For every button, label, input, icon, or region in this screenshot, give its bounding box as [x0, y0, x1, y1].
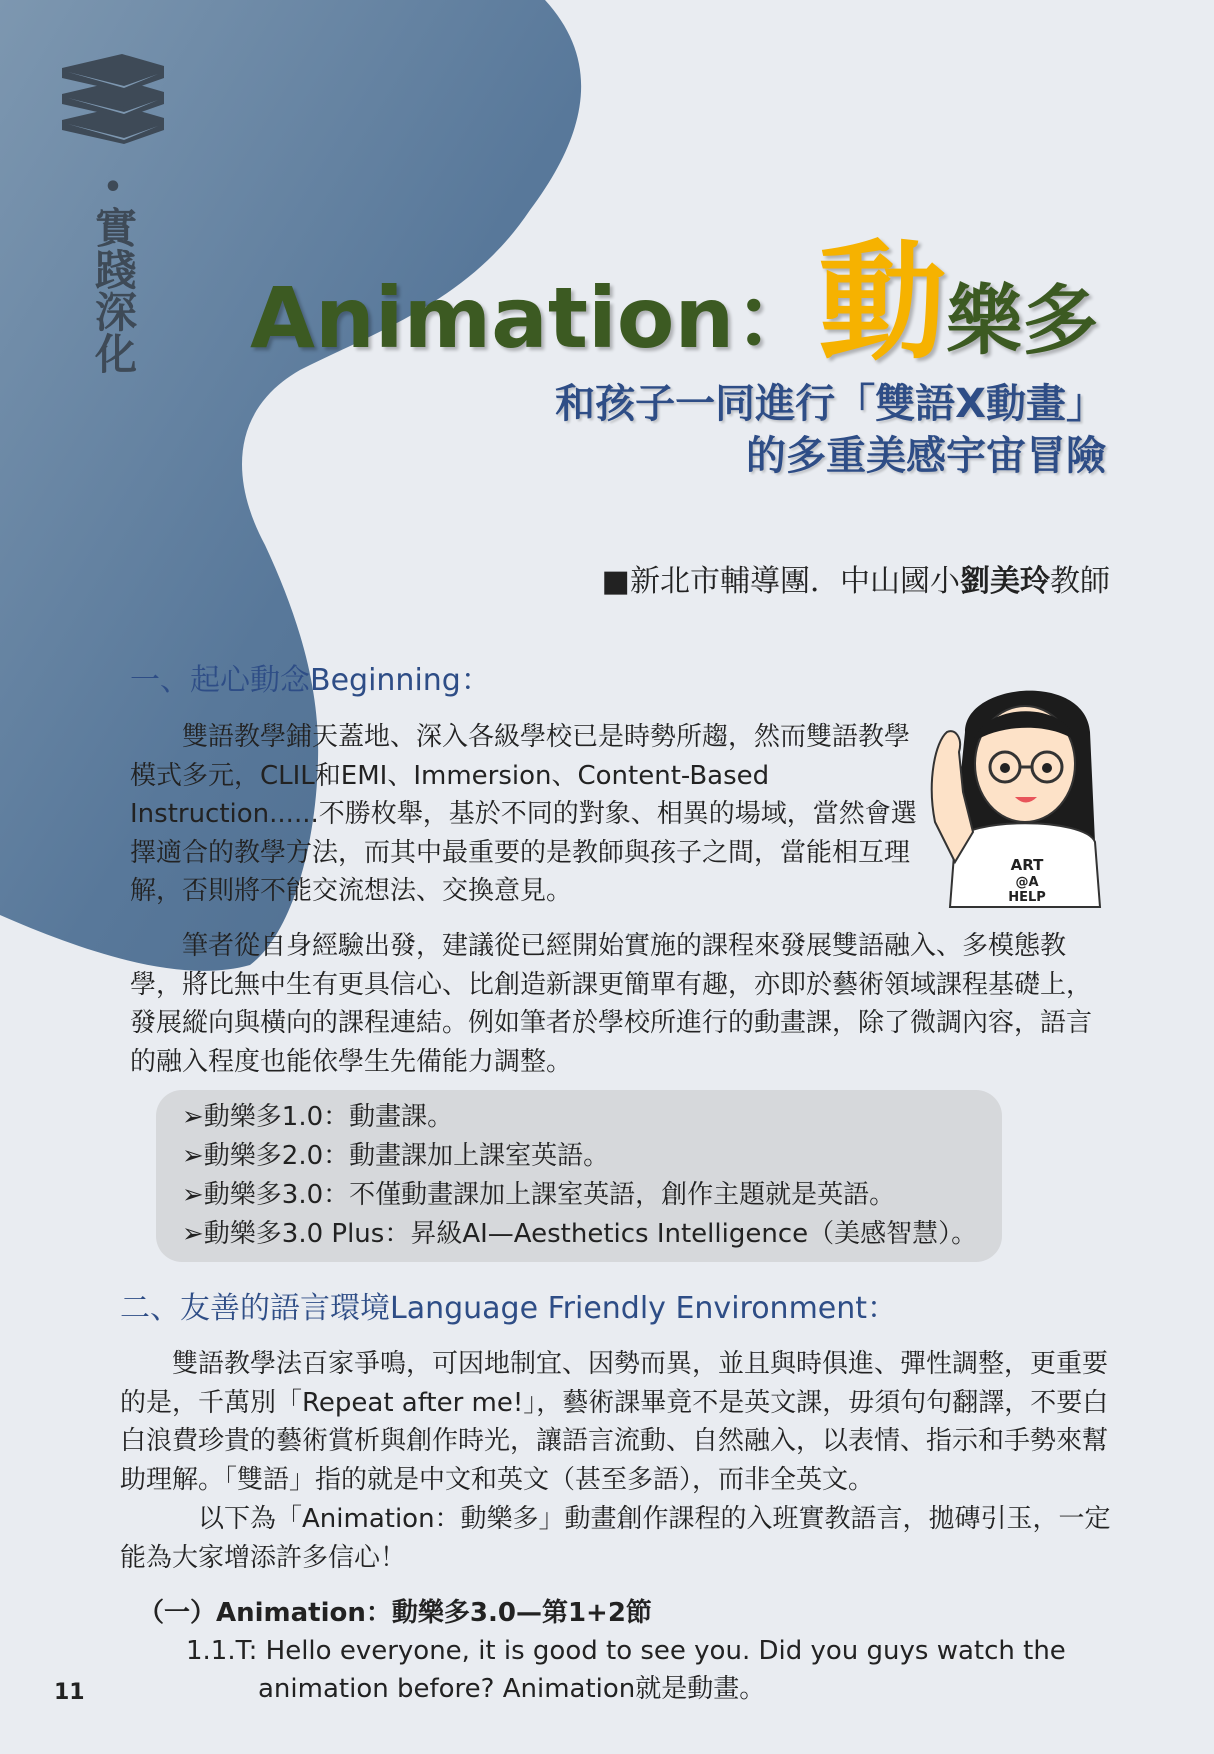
section2-paragraph-1: 雙語教學法百家爭鳴，可因地制宜、因勢而異，並且與時俱進、彈性調整，更重要的是，千萬別「Repeat after me!」，藝術課畢竟不是英文課，毋須句句翻譯，不要白白浪費珍貴的藝術賞析與創作時光，讓語言流動、自然融入，以表情、指示和手勢來幫助理解。「雙語」指的就是中文和英文（甚至多語），而非全英文。 [120, 1349, 1109, 1495]
list-item: ➢動樂多3.0：不僅動畫課加上課室英語，創作主題就是英語。 [182, 1180, 896, 1210]
section-tag [88, 170, 138, 374]
title-en: Animation： [250, 269, 819, 367]
author-suffix: 教師 [1050, 564, 1110, 599]
section1-paragraph-1: 雙語教學鋪天蓋地、深入各級學校已是時勢所趨，然而雙語教學模式多元，CLIL和EMI、Immersion、Content-Based Instruction......不勝枚舉，基於不同的對象、相異的場域，當然會選擇適合的教學方法，而其中最重要的是教師與孩子之間，當能相互理解，否則將不能交流想法、交換意見。 [130, 722, 917, 906]
subtitle-line1: 和孩子一同進行「雙語X動畫」 [555, 381, 1106, 427]
section-label: 實踐深化 [89, 206, 138, 374]
shirt-line2: @A [1015, 875, 1039, 890]
section2-heading: 二、友善的語言環境Language Friendly Environment： [120, 1291, 898, 1326]
shirt-line1: ART [1010, 856, 1044, 874]
author-name: 劉美玲 [960, 564, 1050, 599]
dialogue-block [186, 1632, 1086, 1708]
dialogue-line-2: animation before? Animation就是動畫。 [258, 1674, 766, 1704]
list-item: ➢動樂多3.0 Plus：昇級AI—Aesthetics Intelligence（美感智慧）。 [182, 1219, 978, 1249]
lesson-sub-heading: （一）Animation：動樂多3.0—第1+2節 [138, 1598, 652, 1628]
title-dong: 動 [818, 229, 947, 378]
page-number: 11 [54, 1680, 85, 1705]
subtitle-line2: 的多重美感宇宙冒險 [746, 433, 1106, 479]
title-rest: 樂多 [946, 276, 1099, 365]
list-item: ➢動樂多1.0：動畫課。 [182, 1102, 454, 1132]
section1-heading: 一、起心動念Beginning： [130, 663, 491, 698]
author-prefix: ■新北市輔導團．中山國小 [601, 564, 960, 599]
books-icon [52, 48, 172, 158]
section-dot: • [103, 170, 123, 205]
page-title [250, 200, 1098, 384]
list-item: ➢動樂多2.0：動畫課加上課室英語。 [182, 1141, 610, 1171]
section1-paragraph-2: 筆者從自身經驗出發，建議從已經開始實施的課程來發展雙語融入、多模態教學，將比無中生有更具信心、比創造新課更簡單有趣，亦即於藝術領域課程基礎上，發展縱向與橫向的課程連結。例如筆者於學校所進行的動畫課，除了微調內容，語言的融入程度也能依學生先備能力調整。 [130, 931, 1093, 1077]
version-list-box [156, 1090, 1002, 1262]
section2-paragraph-2: 以下為「Animation：動樂多」動畫創作課程的入班實教語言，拋磚引玉，一定能為大家增添許多信心！ [120, 1504, 1111, 1573]
dialogue-line-1: 1.1.T: Hello everyone, it is good to see you. Did you guys watch the [186, 1636, 1066, 1666]
author-line [602, 556, 1110, 600]
teacher-avatar [925, 672, 1125, 912]
shirt-line3: HELP [1008, 890, 1046, 905]
